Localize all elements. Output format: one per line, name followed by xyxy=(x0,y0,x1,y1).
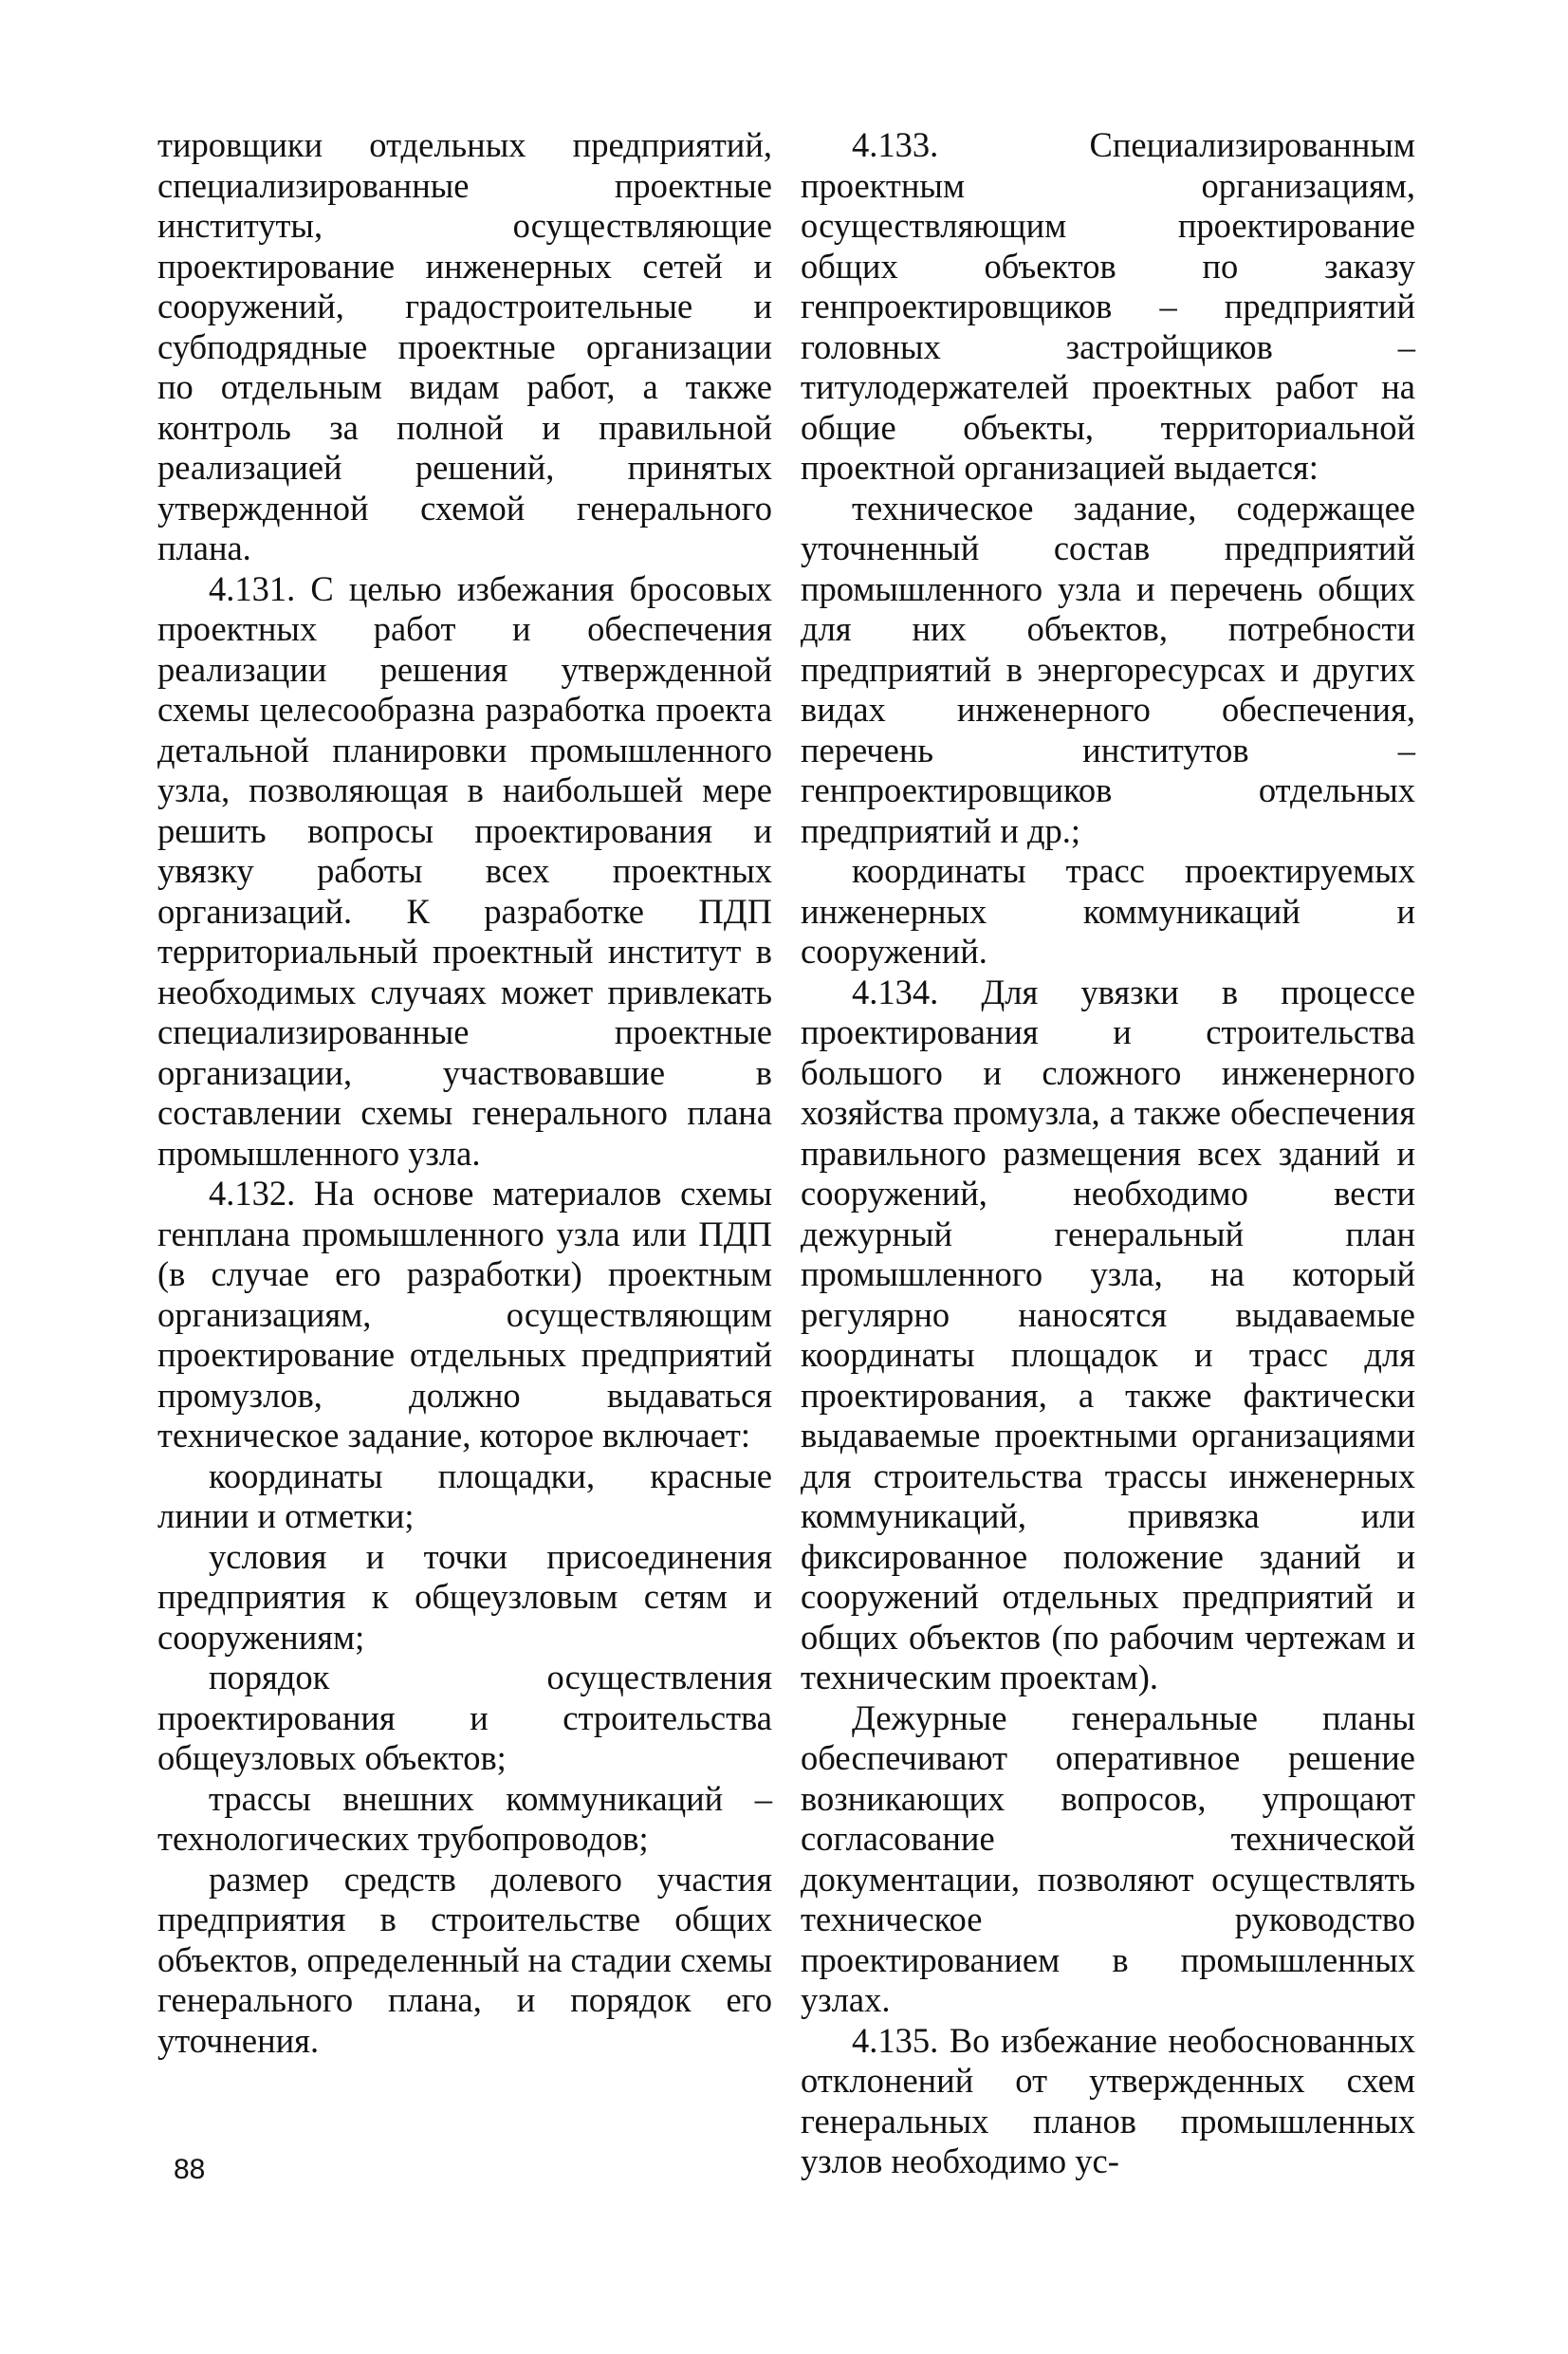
page-number: 88 xyxy=(174,2154,206,2185)
paragraph-4-134: 4.134. Для увязки в процессе проектирования и строительства большого и сложного инженерного хозяйства промузла, а также обеспечения правильного размещения всех зданий и сооружений, необходимо вести дежурный генеральный план промышленного узла, на который регулярно наносятся выдаваемые координаты площадок и трасс для проектирования, а также фактически выдаваемые проектными организациями для строительства трассы инженерных коммуникаций, привязка или фиксированное положение зданий и сооружений отдельных предприятий и общих объектов (по рабочим чертежам и техническим проектам). xyxy=(801,972,1415,1696)
paragraph-continuation: тировщики отдельных предприятий, специализированные проектные институты, осуществляющие проектирование инженерных сетей и сооружений, градостроительные и субподрядные проектные организации по отдельным видам работ, а также контроль за полной и правильной реализацией решений, принятых утвержденной схемой генерального плана. xyxy=(157,125,772,567)
paragraph-4-131: 4.131. С целью избежания бросовых проектных работ и обеспечения реализации решения утвержденной схемы целесообразна разработка проекта детальной планировки промышленного узла, позволяющая в наибольшей мере решить вопросы проектирования и увязку работы всех проектных организаций. К разработке ПДП территориальный проектный институт в необходимых случаях может привлекать специализированные проектные организации, участвовавшие в составлении схемы генерального плана промышленного узла. xyxy=(157,568,772,1173)
list-item-connection-conditions: условия и точки присоединения предприятия к общеузловым сетям и сооружениям; xyxy=(157,1536,772,1657)
list-item-coordinates: координаты площадки, красные линии и отметки; xyxy=(157,1455,772,1535)
list-item-funding: размер средств долевого участия предприятия в строительстве общих объектов, определенный на стадии схемы генерального плана, и порядок его уточнения. xyxy=(157,1859,772,2060)
paragraph-4-133: 4.133. Специализированным проектным организациям, осуществляющим проектирование общих объектов по заказу генпроектировщиков – предприятий головных застройщиков – титулодержателей проектных работ на общие объекты, территориальной проектной организацией выдается: xyxy=(801,125,1415,487)
paragraph-duty-plans: Дежурные генеральные планы обеспечивают оперативное решение возникающих вопросов, упрощают согласование технической документации, позволяют осуществлять техническое руководство проектированием в промышленных узлах. xyxy=(801,1697,1415,2019)
list-item-procedure: порядок осуществления проектирования и строительства общеузловых объектов; xyxy=(157,1658,772,1777)
paragraph-4-132: 4.132. На основе материалов схемы генплана промышленного узла или ПДП (в случае его разработки) проектным организациям, осуществляющим проектирование отдельных предприятий промузлов, должно выдаваться техническое задание, которое включает: xyxy=(157,1174,772,1455)
left-text-column xyxy=(157,125,772,2061)
list-item-route-coordinates: координаты трасс проектируемых инженерных коммуникаций и сооружений. xyxy=(801,851,1415,971)
right-text-column xyxy=(801,125,1415,2182)
paragraph-4-135: 4.135. Во избежание необоснованных отклонений от утвержденных схем генеральных планов промышленных узлов необходимо ус- xyxy=(801,2020,1415,2180)
list-item-routes: трассы внешних коммуникаций – технологических трубопроводов; xyxy=(157,1778,772,1858)
list-item-technical-task: техническое задание, содержащее уточненный состав предприятий промышленного узла и перечень общих для них объектов, потребности предприятий в энергоресурсах и других видах инженерного обеспечения, перечень институтов – генпроектировщиков отдельных предприятий и др.; xyxy=(801,488,1415,850)
